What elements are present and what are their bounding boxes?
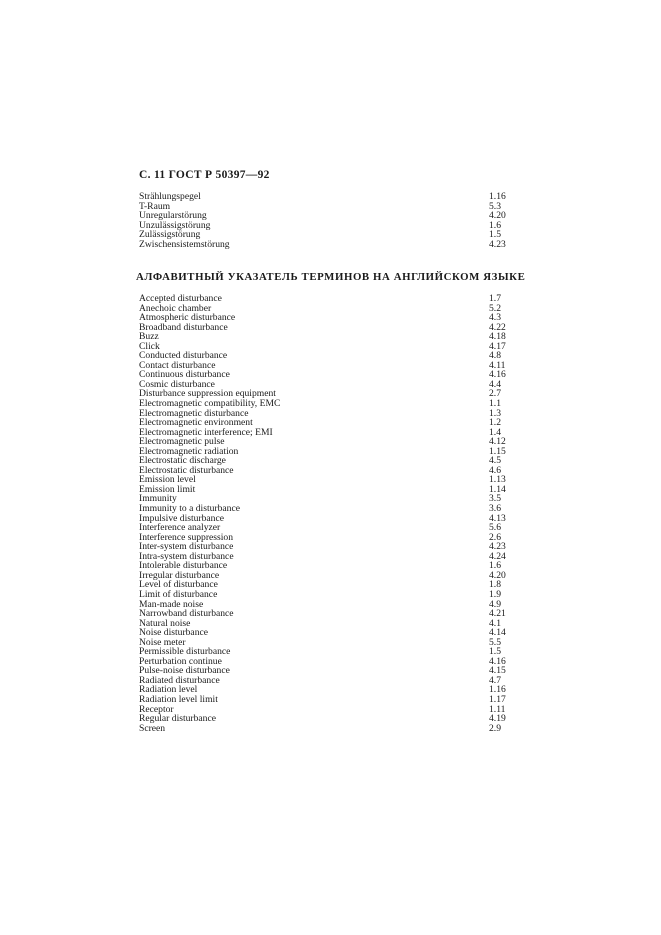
index-entry bbox=[139, 192, 529, 202]
index-term: Regular disturbance bbox=[139, 713, 216, 725]
index-reference-number: 4.4 bbox=[489, 378, 501, 390]
page-header: С. 11 ГОСТ Р 50397—92 bbox=[139, 169, 270, 181]
index-entry bbox=[139, 475, 529, 485]
english-index-title: АЛФАВИТНЫЙ УКАЗАТЕЛЬ ТЕРМИНОВ НА АНГЛИЙСКОМ ЯЗЫКЕ bbox=[136, 271, 526, 283]
index-term: Permissible disturbance bbox=[139, 646, 231, 658]
index-term: Electromagnetic compatibility, EMC bbox=[139, 398, 281, 410]
index-reference-number: 4.12 bbox=[489, 436, 506, 448]
index-entry bbox=[139, 724, 529, 734]
index-reference-number: 1.16 bbox=[489, 191, 506, 202]
index-reference-number: 4.14 bbox=[489, 627, 506, 639]
index-reference-number: 4.18 bbox=[489, 331, 506, 343]
index-reference-number: 3.5 bbox=[489, 493, 501, 505]
index-term: Inter-system disturbance bbox=[139, 541, 234, 553]
index-reference-number: 1.7 bbox=[489, 293, 501, 304]
index-term: Unzulässigstörung bbox=[139, 219, 211, 231]
index-term: Pulse-noise disturbance bbox=[139, 665, 230, 677]
index-reference-number: 4.9 bbox=[489, 598, 501, 610]
index-reference-number: 4.1 bbox=[489, 617, 501, 629]
index-term: Accepted disturbance bbox=[139, 293, 222, 304]
index-term: Electrostatic discharge bbox=[139, 455, 226, 467]
index-reference-number: 4.13 bbox=[489, 512, 506, 524]
index-term: Receptor bbox=[139, 703, 174, 715]
index-entry bbox=[139, 714, 529, 724]
index-reference-number: 4.3 bbox=[489, 312, 501, 324]
index-term: Zulässigstörung bbox=[139, 229, 201, 241]
index-entry bbox=[139, 628, 529, 638]
index-reference-number: 4.5 bbox=[489, 455, 501, 467]
index-reference-number: 1.11 bbox=[489, 703, 506, 715]
index-reference-number: 1.6 bbox=[489, 560, 501, 572]
index-term: Natural noise bbox=[139, 617, 191, 629]
index-term: Irregular disturbance bbox=[139, 569, 220, 581]
index-reference-number: 4.20 bbox=[489, 569, 506, 581]
index-reference-number: 4.16 bbox=[489, 655, 506, 667]
index-reference-number: 4.11 bbox=[489, 359, 506, 371]
index-reference-number: 4.22 bbox=[489, 321, 506, 333]
index-term: Atmospheric disturbance bbox=[139, 312, 236, 324]
index-term: Click bbox=[139, 340, 160, 352]
index-term: Electromagnetic radiation bbox=[139, 445, 239, 457]
index-term: Intolerable disturbance bbox=[139, 560, 228, 572]
index-reference-number: 4.16 bbox=[489, 369, 506, 381]
index-reference-number: 5.3 bbox=[489, 200, 501, 212]
index-reference-number: 1.17 bbox=[489, 693, 506, 705]
index-term: Broadband disturbance bbox=[139, 321, 228, 333]
index-reference-number: 1.5 bbox=[489, 229, 501, 241]
index-reference-number: 1.5 bbox=[489, 646, 501, 658]
index-term: Immunity to a disturbance bbox=[139, 503, 240, 515]
index-reference-number: 2.9 bbox=[489, 722, 501, 734]
index-reference-number: 4.20 bbox=[489, 210, 506, 222]
index-term: Narrowband disturbance bbox=[139, 608, 234, 620]
index-reference-number: 4.21 bbox=[489, 608, 506, 620]
index-reference-number: 2.6 bbox=[489, 531, 501, 543]
index-term: Cosmic disturbance bbox=[139, 378, 215, 390]
index-term: Buzz bbox=[139, 331, 159, 343]
index-reference-number: 1.14 bbox=[489, 483, 506, 495]
index-reference-number: 4.7 bbox=[489, 674, 501, 686]
index-term: Electromagnetic environment bbox=[139, 417, 253, 429]
index-entry bbox=[139, 332, 529, 342]
index-reference-number: 5.2 bbox=[489, 302, 501, 314]
index-term: Emission limit bbox=[139, 483, 196, 495]
index-reference-number: 3.6 bbox=[489, 503, 501, 515]
index-reference-number: 4.6 bbox=[489, 464, 501, 476]
index-term: Noise disturbance bbox=[139, 627, 209, 639]
index-reference-number: 4.15 bbox=[489, 665, 506, 677]
index-reference-number: 1.6 bbox=[489, 219, 501, 231]
index-reference-number: 4.19 bbox=[489, 713, 506, 725]
index-reference-number: 2.7 bbox=[489, 388, 501, 400]
index-reference-number: 4.24 bbox=[489, 550, 506, 562]
index-term: Unregularstörung bbox=[139, 210, 207, 222]
index-reference-number: 1.16 bbox=[489, 684, 506, 696]
index-term: Radiated disturbance bbox=[139, 674, 220, 686]
index-term: Anechoic chamber bbox=[139, 302, 212, 314]
index-reference-number: 1.4 bbox=[489, 426, 501, 438]
index-term: Electromagnetic interference; EMI bbox=[139, 426, 273, 438]
index-term: Man-made noise bbox=[139, 598, 204, 610]
index-entry bbox=[139, 676, 529, 686]
index-term: Radiation level limit bbox=[139, 693, 218, 705]
index-term: Strählungspegel bbox=[139, 191, 201, 202]
index-entry bbox=[139, 323, 529, 333]
index-term: Conducted disturbance bbox=[139, 350, 228, 362]
index-term: Electromagnetic disturbance bbox=[139, 407, 249, 419]
index-term: Impulsive disturbance bbox=[139, 512, 224, 524]
index-term: Immunity bbox=[139, 493, 177, 505]
index-reference-number: 1.1 bbox=[489, 398, 501, 410]
index-term: Electrostatic disturbance bbox=[139, 464, 234, 476]
index-term: Radiation level bbox=[139, 684, 198, 696]
index-term: Zwischensistemstörung bbox=[139, 238, 230, 250]
index-term: Screen bbox=[139, 722, 166, 734]
index-entry bbox=[139, 485, 529, 495]
index-entry bbox=[139, 695, 529, 705]
index-entry bbox=[139, 466, 529, 476]
index-reference-number: 1.3 bbox=[489, 407, 501, 419]
index-term: Noise meter bbox=[139, 636, 186, 648]
index-term: Interference suppression bbox=[139, 531, 234, 543]
index-entry bbox=[139, 609, 529, 619]
index-reference-number: 5.5 bbox=[489, 636, 501, 648]
english-terms-index bbox=[139, 294, 529, 733]
index-term: Continuous disturbance bbox=[139, 369, 230, 381]
index-term: Contact disturbance bbox=[139, 359, 216, 371]
german-terms-index bbox=[139, 192, 529, 249]
index-term: T-Raum bbox=[139, 200, 171, 212]
index-reference-number: 1.8 bbox=[489, 579, 501, 591]
index-reference-number: 4.23 bbox=[489, 238, 506, 250]
index-reference-number: 5.6 bbox=[489, 522, 501, 534]
index-term: Emission level bbox=[139, 474, 196, 486]
index-reference-number: 1.9 bbox=[489, 588, 501, 600]
index-reference-number: 4.17 bbox=[489, 340, 506, 352]
index-reference-number: 1.15 bbox=[489, 445, 506, 457]
index-reference-number: 4.8 bbox=[489, 350, 501, 362]
index-term: Intra-system disturbance bbox=[139, 550, 234, 562]
index-term: Limit of disturbance bbox=[139, 588, 218, 600]
index-reference-number: 1.13 bbox=[489, 474, 506, 486]
index-term: Interference analyzer bbox=[139, 522, 221, 534]
index-entry bbox=[139, 240, 529, 250]
index-reference-number: 1.2 bbox=[489, 417, 501, 429]
index-term: Disturbance suppression equipment bbox=[139, 388, 276, 400]
index-term: Perturbation continue bbox=[139, 655, 222, 667]
index-term: Level of disturbance bbox=[139, 579, 218, 591]
index-reference-number: 4.23 bbox=[489, 541, 506, 553]
index-term: Electromagnetic pulse bbox=[139, 436, 225, 448]
